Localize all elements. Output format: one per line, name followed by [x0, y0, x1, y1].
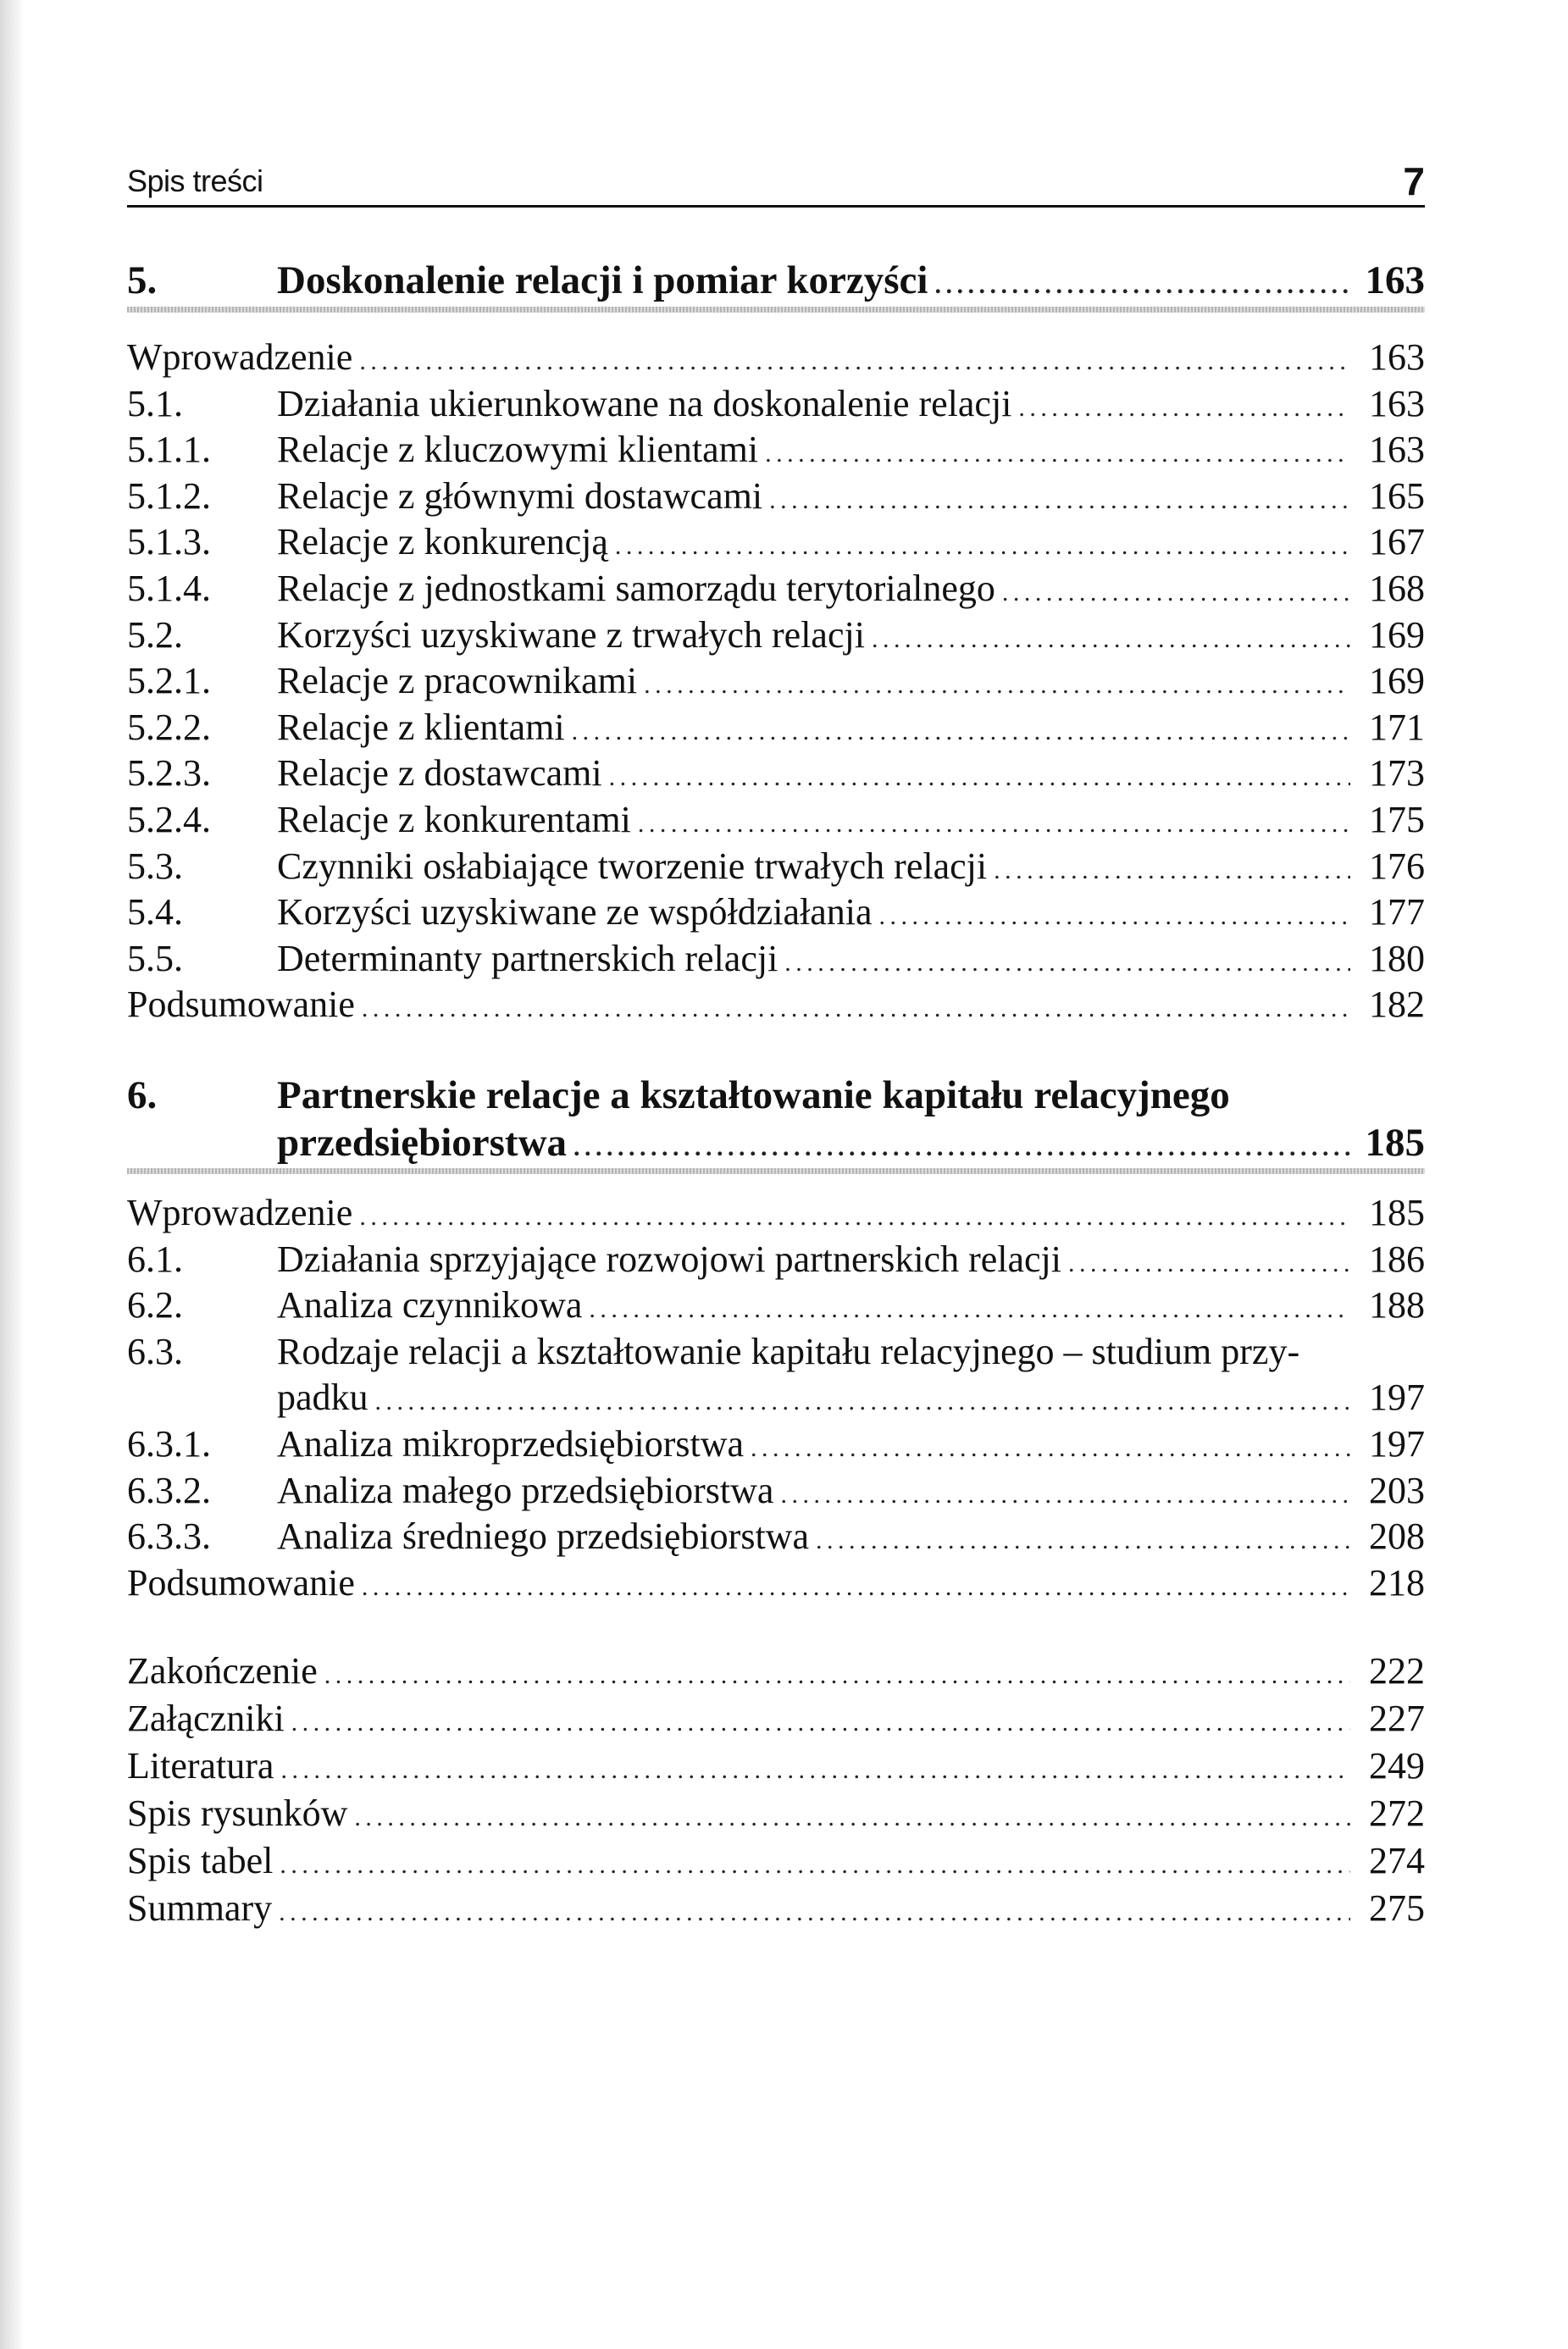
entry-page: 169: [1369, 660, 1425, 702]
dot-leader: [362, 986, 1350, 1032]
dot-leader: [765, 431, 1350, 477]
entry-page: 163: [1369, 429, 1425, 471]
dot-leader: [934, 263, 1350, 308]
entry-number: 5.1.4.: [127, 568, 211, 609]
entry-title: Działania ukierunkowane na doskonalenie relacji: [277, 382, 1012, 424]
toc-entry[interactable]: [127, 1237, 1425, 1283]
dot-leader: [751, 1426, 1350, 1471]
entry-title: Spis rysunków: [127, 1792, 348, 1834]
entry-title: Załączniki: [127, 1698, 285, 1739]
entry-number: 5.2.2.: [127, 706, 211, 748]
toc-entry[interactable]: [127, 1791, 1425, 1837]
dot-leader: [816, 1518, 1350, 1564]
entry-title: Relacje z dostawcami: [277, 752, 602, 795]
entry-page: 227: [1369, 1698, 1425, 1739]
dot-leader: [291, 1700, 1350, 1746]
entry-page: 171: [1369, 706, 1425, 748]
chapter-title-line1: Partnerskie relacje a kształtowanie kapitału relacyjnego: [277, 1073, 1230, 1117]
entry-page: 175: [1369, 799, 1425, 840]
chapter-page: 185: [1365, 1121, 1425, 1165]
entry-number: 6.1.: [127, 1238, 183, 1280]
toc-entry[interactable]: [127, 797, 1425, 843]
entry-number: 6.3.: [127, 1330, 183, 1372]
entry-page: 275: [1369, 1887, 1425, 1929]
toc-entry[interactable]: [127, 1696, 1425, 1742]
dot-leader: [1018, 385, 1350, 431]
entry-page: 197: [1369, 1377, 1425, 1419]
dot-leader: [780, 1472, 1350, 1518]
entry-page: 168: [1369, 568, 1425, 609]
entry-page: 185: [1369, 1192, 1425, 1233]
entry-number: 6.3.3.: [127, 1515, 211, 1558]
toc-entry[interactable]: [127, 1838, 1425, 1884]
entry-title: Literatura: [127, 1745, 274, 1787]
entry-page: 173: [1369, 752, 1425, 795]
dot-leader: [872, 617, 1350, 662]
entry-number: 6.2.: [127, 1284, 183, 1327]
dot-leader: [279, 1890, 1350, 1936]
toc-entry[interactable]: [127, 844, 1425, 889]
entry-number: 6.3.2.: [127, 1469, 211, 1511]
dot-leader: [644, 662, 1350, 708]
entry-number: 5.2.1.: [127, 660, 211, 702]
page-number: 7: [1403, 159, 1425, 203]
entry-title: Działania sprzyjające rozwojowi partnerskich relacji: [277, 1238, 1061, 1280]
entry-title: Korzyści uzyskiwane z trwałych relacji: [277, 613, 865, 656]
chapter-heading[interactable]: [127, 258, 1425, 303]
entry-page: 222: [1369, 1650, 1425, 1692]
entry-title-line2: padku: [277, 1377, 368, 1419]
entry-number: 5.1.1.: [127, 429, 211, 471]
entry-page: 180: [1369, 937, 1425, 979]
dot-leader: [324, 1653, 1350, 1698]
entry-title: Relacje z klientami: [277, 706, 565, 748]
entry-title: Relacje z konkurencją: [277, 521, 608, 563]
entry-page: 163: [1369, 336, 1425, 378]
entry-page: 169: [1369, 613, 1425, 656]
dot-leader: [359, 1194, 1350, 1240]
toc-entry[interactable]: [127, 474, 1425, 519]
chapter-separator: [127, 307, 1425, 313]
page-header: [127, 161, 1425, 208]
entry-title: Analiza małego przedsiębiorstwa: [277, 1469, 774, 1511]
entry-number: 5.1.: [127, 382, 183, 424]
toc-entry[interactable]: [127, 658, 1425, 704]
dot-leader: [784, 940, 1350, 986]
entry-title: Podsumowanie: [127, 1561, 355, 1604]
toc-entry[interactable]: [127, 1329, 1425, 1375]
entry-page: 249: [1369, 1745, 1425, 1787]
dot-leader: [280, 1842, 1350, 1888]
chapter-number: 6.: [127, 1073, 158, 1117]
entry-number: 6.3.1.: [127, 1423, 211, 1465]
toc-entry[interactable]: [127, 705, 1425, 751]
toc-entry[interactable]: [127, 1743, 1425, 1789]
toc-entry[interactable]: [127, 1514, 1425, 1560]
running-title: Spis treści: [127, 163, 263, 198]
chapter-heading-continuation[interactable]: [127, 1120, 1425, 1166]
entry-page: 177: [1369, 891, 1425, 934]
toc-entry[interactable]: [127, 1886, 1425, 1931]
toc-entry[interactable]: [127, 519, 1425, 565]
dot-leader: [589, 1287, 1350, 1332]
dot-leader: [879, 894, 1350, 939]
toc-entry[interactable]: [127, 1421, 1425, 1467]
entry-number: 5.5.: [127, 937, 183, 979]
chapter-number: 5.: [127, 258, 158, 302]
entry-title: Analiza średniego przedsiębiorstwa: [277, 1515, 809, 1558]
entry-title-line1: Rodzaje relacji a kształtowanie kapitału relacyjnego – studium przy-: [277, 1330, 1300, 1372]
toc-entry[interactable]: [127, 1190, 1425, 1236]
entry-title: Czynniki osłabiające tworzenie trwałych relacji: [277, 845, 988, 887]
entry-page: 218: [1369, 1561, 1425, 1604]
entry-number: 5.4.: [127, 891, 183, 934]
entry-title: Spis tabel: [127, 1840, 274, 1881]
toc-entry[interactable]: [127, 566, 1425, 612]
entry-page: 186: [1369, 1238, 1425, 1280]
toc-entry[interactable]: [127, 936, 1425, 982]
entry-page: 274: [1369, 1840, 1425, 1881]
chapter-title: Doskonalenie relacji i pomiar korzyści: [277, 258, 928, 302]
toc-entry[interactable]: [127, 612, 1425, 658]
dot-leader: [609, 755, 1350, 801]
entry-title: Wprowadzenie: [127, 1192, 353, 1233]
dot-leader: [769, 478, 1350, 524]
entry-title: Relacje z głównymi dostawcami: [277, 474, 763, 517]
entry-number: 5.3.: [127, 845, 183, 887]
dot-leader: [1068, 1241, 1350, 1287]
entry-number: 5.1.3.: [127, 521, 211, 563]
entry-title: Analiza czynnikowa: [277, 1284, 583, 1327]
header-rule: [127, 205, 1425, 208]
chapter-title-line2: przedsiębiorstwa: [277, 1121, 568, 1165]
entry-title: Relacje z konkurentami: [277, 799, 631, 840]
dot-leader: [572, 709, 1350, 755]
entry-title: Analiza mikroprzedsiębiorstwa: [277, 1423, 745, 1465]
toc-entry[interactable]: [127, 1648, 1425, 1694]
chapter-page: 163: [1365, 258, 1425, 302]
dot-leader: [638, 801, 1350, 847]
entry-page: 208: [1369, 1515, 1425, 1558]
toc-entry-continuation[interactable]: [127, 1375, 1425, 1421]
entry-number: 5.2.4.: [127, 799, 211, 840]
dot-leader: [573, 1125, 1350, 1171]
entry-page: 163: [1369, 382, 1425, 424]
entry-page: 167: [1369, 521, 1425, 563]
entry-title: Podsumowanie: [127, 983, 355, 1026]
entry-title: Relacje z pracownikami: [277, 660, 638, 702]
entry-page: 203: [1369, 1469, 1425, 1511]
entry-page: 272: [1369, 1792, 1425, 1834]
dot-leader: [354, 1795, 1350, 1841]
entry-title: Wprowadzenie: [127, 336, 353, 378]
toc-entry[interactable]: [127, 1560, 1425, 1606]
toc-entry[interactable]: [127, 381, 1425, 427]
entry-page: 197: [1369, 1423, 1425, 1465]
chapter-separator: [127, 1168, 1425, 1174]
entry-title: Relacje z jednostkami samorządu terytorialnego: [277, 568, 995, 609]
toc-entry[interactable]: [127, 751, 1425, 796]
toc-entry[interactable]: [127, 427, 1425, 473]
toc-entry[interactable]: [127, 982, 1425, 1028]
entry-title: Zakończenie: [127, 1650, 318, 1692]
dot-leader: [615, 524, 1350, 569]
entry-page: 182: [1369, 983, 1425, 1026]
entry-number: 5.2.3.: [127, 752, 211, 795]
dot-leader: [1002, 570, 1350, 616]
toc-entry[interactable]: [127, 889, 1425, 935]
entry-title: Relacje z kluczowymi klientami: [277, 429, 759, 471]
entry-page: 188: [1369, 1284, 1425, 1327]
dot-leader: [375, 1379, 1350, 1425]
chapter-heading[interactable]: [127, 1072, 1425, 1118]
dot-leader: [362, 1565, 1350, 1610]
entry-title: Determinanty partnerskich relacji: [277, 937, 778, 979]
toc-entry[interactable]: [127, 335, 1425, 380]
toc-entry[interactable]: [127, 1283, 1425, 1328]
dot-leader: [994, 848, 1350, 894]
entry-title: Korzyści uzyskiwane ze współdziałania: [277, 891, 873, 934]
entry-page: 165: [1369, 474, 1425, 517]
entry-number: 5.2.: [127, 613, 183, 656]
dot-leader: [280, 1748, 1350, 1793]
dot-leader: [359, 339, 1350, 385]
scan-edge-shadow: [0, 0, 24, 2349]
entry-page: 176: [1369, 845, 1425, 887]
entry-title: Summary: [127, 1887, 273, 1929]
toc-entry[interactable]: [127, 1468, 1425, 1514]
entry-number: 5.1.2.: [127, 474, 211, 517]
